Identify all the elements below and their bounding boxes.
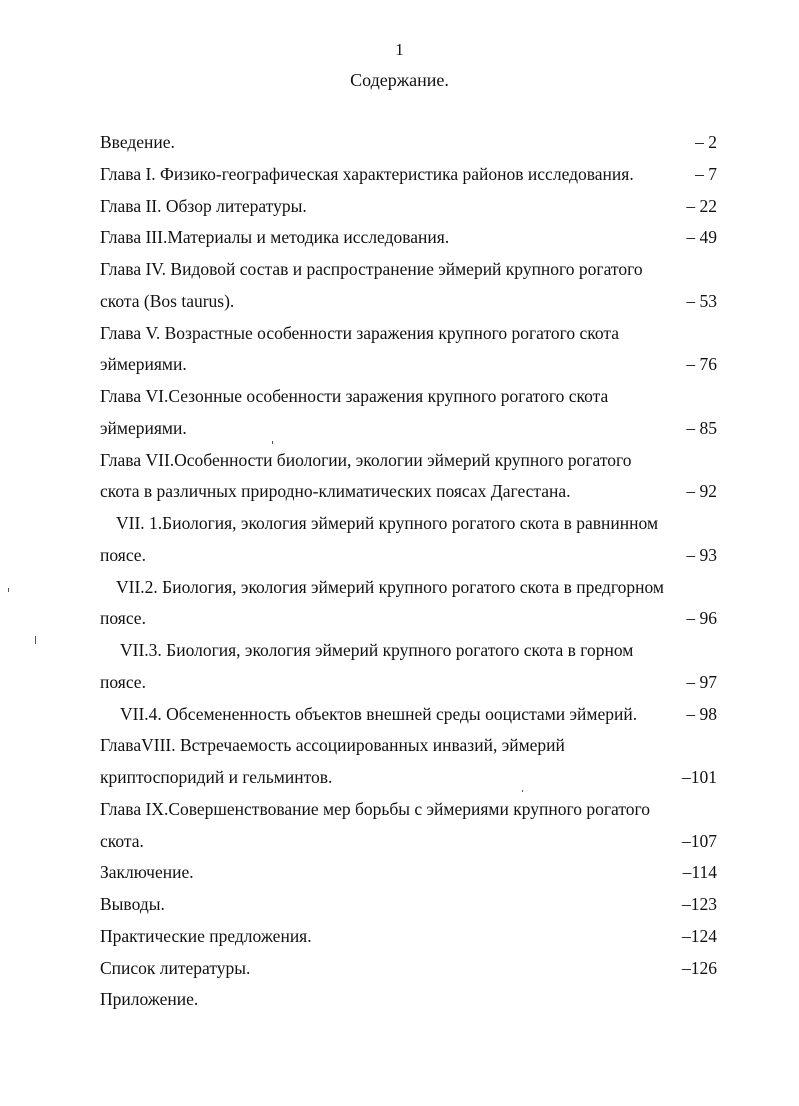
toc-line (0, 222, 799, 254)
toc-line (0, 794, 799, 826)
toc-line (0, 762, 799, 794)
toc-entry-text: VII.3. Биология, экология эймерий крупного рогатого скота в горном (120, 640, 634, 660)
toc-line (0, 667, 799, 699)
toc-page-number: – 2 (695, 132, 717, 152)
toc-page-number: – 49 (686, 227, 717, 248)
toc-page-number: – 96 (686, 608, 717, 629)
toc-line (0, 191, 799, 223)
toc-line (0, 286, 799, 318)
toc-page-number: – 92 (686, 481, 717, 502)
toc-entry-text: VII. 1.Биология, экология эймерий крупного рогатого скота в равнинном (116, 513, 659, 533)
toc-page-number: – 22 (686, 195, 717, 216)
toc-entry-text: Приложение. (100, 989, 199, 1010)
toc-entry-text: Глава I. Физико-географическая характеристика районов исследования. (100, 163, 634, 184)
toc-entry-text: Глава VII.Особенности биологии, экологии эймерий крупного рогатого (100, 449, 632, 470)
toc-line (0, 445, 799, 477)
toc-entry-text: ГлаваVIII. Встречаемость ассоциированных инвазий, эймерий (100, 735, 565, 756)
toc-entry-text: Заключение. (100, 862, 194, 883)
toc-line (0, 699, 799, 731)
table-of-contents (0, 127, 799, 1016)
toc-line (0, 127, 799, 159)
toc-entry-text: Выводы. (100, 894, 165, 914)
toc-page-number: – 53 (686, 290, 717, 311)
toc-line (0, 572, 799, 604)
toc-entry-text: скота. (100, 830, 144, 851)
toc-entry-text: поясе. (100, 608, 146, 629)
toc-page-number: –124 (682, 925, 717, 946)
toc-page-number: –101 (682, 767, 717, 787)
toc-page-number: –123 (682, 894, 717, 914)
toc-line (0, 381, 799, 413)
toc-page-number: –107 (682, 830, 717, 851)
page-number: 1 (395, 40, 404, 59)
toc-line (0, 826, 799, 858)
toc-page-number: – 76 (686, 354, 717, 375)
toc-entry-text: Список литературы. (100, 957, 251, 978)
toc-line (0, 413, 799, 445)
toc-page-number: – 85 (686, 417, 717, 438)
toc-entry-text: Глава III.Материалы и методика исследования. (100, 227, 450, 248)
toc-entry-text: Глава V. Возрастные особенности заражения крупного рогатого скота (100, 322, 620, 343)
toc-entry-text: Глава IV. Видовой состав и распространение эймерий крупного рогатого (100, 259, 643, 279)
toc-line (0, 857, 799, 889)
page-title: Содержание. (350, 70, 449, 90)
toc-line (0, 921, 799, 953)
toc-page-number: – 7 (695, 163, 717, 184)
toc-line (0, 349, 799, 381)
toc-line (0, 635, 799, 667)
toc-line (0, 508, 799, 540)
toc-line (0, 318, 799, 350)
toc-line (0, 540, 799, 572)
toc-entry-text: VII.4. Обсемененность объектов внешней среды ооцистами эймерий. (120, 703, 638, 724)
scan-speck (8, 588, 9, 592)
toc-entry-text: скота в различных природно-климатических поясах Дагестана. (100, 481, 571, 502)
toc-entry-text: Введение. (100, 132, 175, 152)
scan-speck (35, 636, 36, 644)
toc-line (0, 984, 799, 1016)
toc-line (0, 730, 799, 762)
toc-entry-text: криптоспоридий и гельминтов. (100, 767, 333, 787)
toc-line (0, 254, 799, 286)
toc-entry-text: Глава II. Обзор литературы. (100, 195, 307, 216)
toc-page-number: – 93 (686, 544, 717, 565)
toc-entry-text: поясе. (100, 544, 146, 565)
toc-entry-text: Практические предложения. (100, 925, 312, 946)
scan-speck (522, 790, 523, 792)
toc-entry-text: эймериями. (100, 417, 187, 438)
toc-entry-text: поясе. (100, 671, 146, 692)
toc-page-number: –114 (682, 862, 717, 883)
toc-line (0, 603, 799, 635)
toc-entry-text: VII.2. Биология, экология эймерий крупного рогатого скота в предгорном (116, 576, 664, 597)
toc-line (0, 953, 799, 985)
toc-line (0, 889, 799, 921)
toc-page-number: – 98 (686, 703, 717, 724)
toc-line (0, 476, 799, 508)
toc-page-number: – 97 (686, 671, 717, 692)
toc-entry-text: Глава VI.Сезонные особенности заражения крупного рогатого скота (100, 386, 609, 406)
toc-entry-text: Глава IX.Совершенствование мер борьбы с эймериями крупного рогатого (100, 798, 651, 819)
scan-speck (272, 441, 273, 444)
toc-entry-text: скота (Bos taurus). (100, 290, 235, 311)
toc-entry-text: эймериями. (100, 354, 187, 375)
toc-page-number: –126 (682, 957, 717, 978)
toc-line (0, 159, 799, 191)
